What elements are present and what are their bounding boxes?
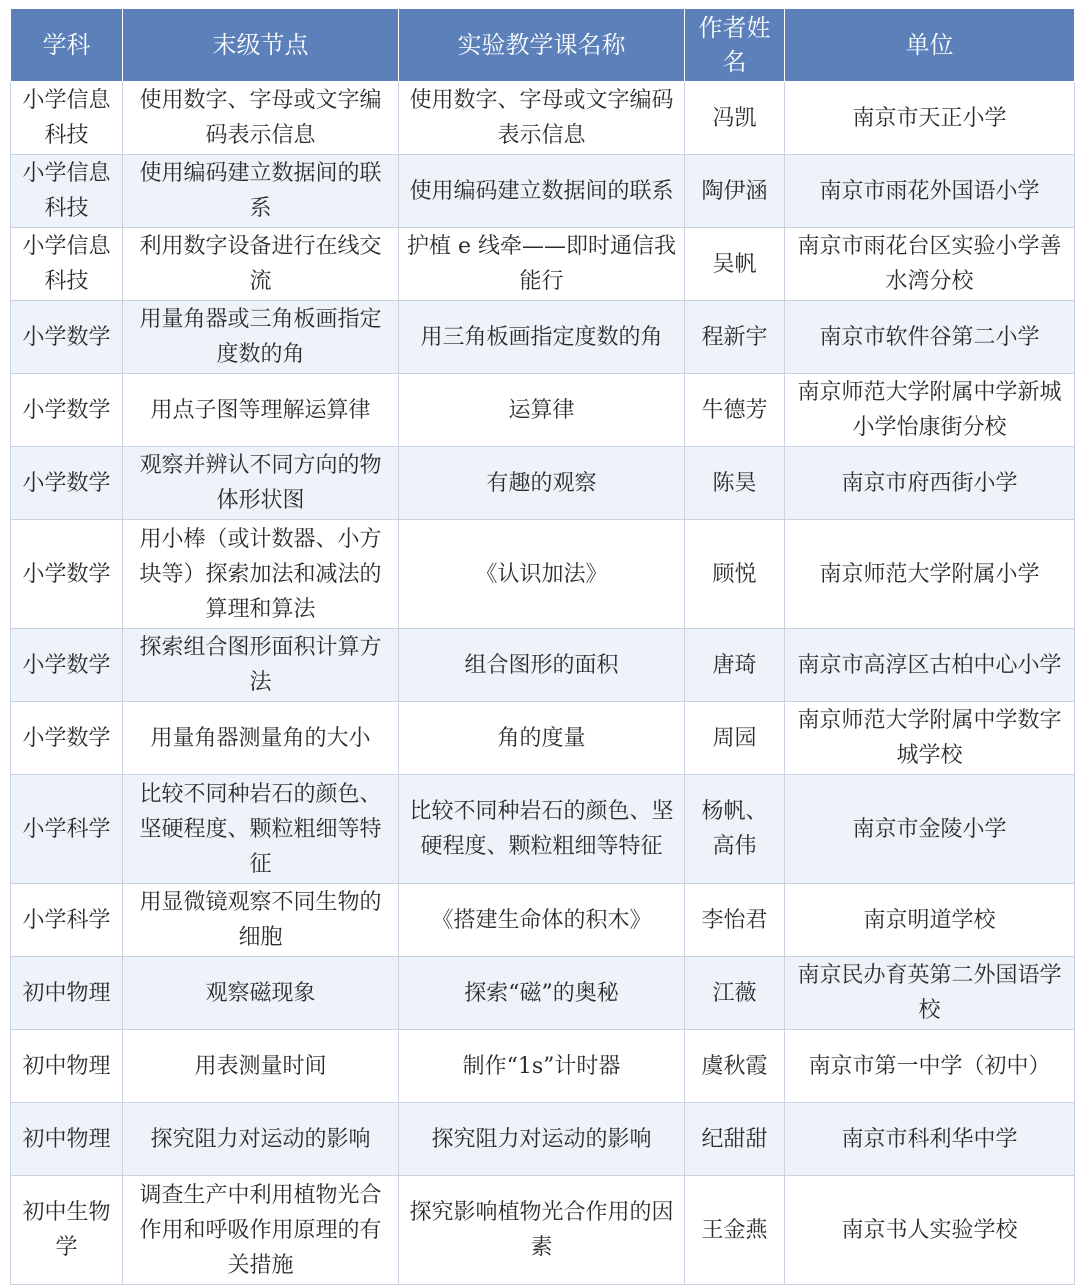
cell-unit: 南京市府西街小学 [785, 447, 1075, 520]
table-row [11, 629, 1075, 702]
cell-subject: 小学数学 [11, 447, 123, 520]
header-unit: 单位 [785, 9, 1075, 82]
table-row [11, 82, 1075, 155]
table-row [11, 1030, 1075, 1103]
cell-node: 探索组合图形面积计算方法 [123, 629, 399, 702]
table-header-row [11, 9, 1075, 82]
cell-author: 杨帆、高伟 [685, 775, 785, 884]
cell-subject: 小学科学 [11, 775, 123, 884]
cell-node: 使用编码建立数据间的联系 [123, 155, 399, 228]
cell-subject: 小学数学 [11, 374, 123, 447]
cell-unit: 南京市金陵小学 [785, 775, 1075, 884]
cell-node: 用小棒（或计数器、小方块等）探索加法和减法的算理和算法 [123, 520, 399, 629]
cell-author: 陶伊涵 [685, 155, 785, 228]
cell-author: 冯凯 [685, 82, 785, 155]
cell-node: 使用数字、字母或文字编码表示信息 [123, 82, 399, 155]
cell-author: 周园 [685, 702, 785, 775]
cell-unit: 南京书人实验学校 [785, 1176, 1075, 1285]
cell-course: 使用编码建立数据间的联系 [399, 155, 685, 228]
cell-node: 观察磁现象 [123, 957, 399, 1030]
cell-unit: 南京市雨花台区实验小学善水湾分校 [785, 228, 1075, 301]
cell-subject: 小学数学 [11, 520, 123, 629]
cell-course: 探索“磁”的奥秘 [399, 957, 685, 1030]
header-course: 实验教学课名称 [399, 9, 685, 82]
cell-author: 顾悦 [685, 520, 785, 629]
cell-subject: 初中物理 [11, 1103, 123, 1176]
cell-node: 用量角器测量角的大小 [123, 702, 399, 775]
table-row [11, 1103, 1075, 1176]
cell-course: 使用数字、字母或文字编码表示信息 [399, 82, 685, 155]
cell-node: 比较不同种岩石的颜色、坚硬程度、颗粒粗细等特征 [123, 775, 399, 884]
cell-course: 探究影响植物光合作用的因素 [399, 1176, 685, 1285]
cell-unit: 南京市雨花外国语小学 [785, 155, 1075, 228]
header-author: 作者姓名 [685, 9, 785, 82]
cell-node: 用点子图等理解运算律 [123, 374, 399, 447]
cell-course: 《认识加法》 [399, 520, 685, 629]
cell-author: 王金燕 [685, 1176, 785, 1285]
cell-course: 组合图形的面积 [399, 629, 685, 702]
cell-subject: 小学信息科技 [11, 228, 123, 301]
cell-subject: 初中物理 [11, 957, 123, 1030]
table-row [11, 957, 1075, 1030]
cell-unit: 南京市天正小学 [785, 82, 1075, 155]
cell-author: 程新宇 [685, 301, 785, 374]
cell-author: 江薇 [685, 957, 785, 1030]
cell-course: 护植 e 线牵——即时通信我能行 [399, 228, 685, 301]
cell-node: 观察并辨认不同方向的物体形状图 [123, 447, 399, 520]
cell-unit: 南京市科利华中学 [785, 1103, 1075, 1176]
table-row [11, 374, 1075, 447]
cell-node: 调查生产中利用植物光合作用和呼吸作用原理的有关措施 [123, 1176, 399, 1285]
cell-unit: 南京明道学校 [785, 884, 1075, 957]
table-row [11, 775, 1075, 884]
cell-author: 牛德芳 [685, 374, 785, 447]
header-node: 末级节点 [123, 9, 399, 82]
cell-unit: 南京师范大学附属小学 [785, 520, 1075, 629]
table-row [11, 228, 1075, 301]
course-table-container [10, 8, 1074, 1285]
cell-subject: 小学信息科技 [11, 82, 123, 155]
cell-node: 探究阻力对运动的影响 [123, 1103, 399, 1176]
cell-subject: 小学数学 [11, 629, 123, 702]
cell-unit: 南京师范大学附属中学数字城学校 [785, 702, 1075, 775]
cell-course: 用三角板画指定度数的角 [399, 301, 685, 374]
cell-unit: 南京民办育英第二外国语学校 [785, 957, 1075, 1030]
cell-unit: 南京市第一中学（初中） [785, 1030, 1075, 1103]
cell-author: 虞秋霞 [685, 1030, 785, 1103]
cell-subject: 小学数学 [11, 301, 123, 374]
table-row [11, 520, 1075, 629]
table-row [11, 447, 1075, 520]
cell-subject: 小学信息科技 [11, 155, 123, 228]
cell-subject: 初中生物学 [11, 1176, 123, 1285]
cell-author: 陈昊 [685, 447, 785, 520]
cell-author: 吴帆 [685, 228, 785, 301]
table-row [11, 301, 1075, 374]
cell-node: 利用数字设备进行在线交流 [123, 228, 399, 301]
cell-author: 李怡君 [685, 884, 785, 957]
cell-node: 用显微镜观察不同生物的细胞 [123, 884, 399, 957]
header-subject: 学科 [11, 9, 123, 82]
table-row [11, 884, 1075, 957]
cell-course: 角的度量 [399, 702, 685, 775]
cell-unit: 南京市软件谷第二小学 [785, 301, 1075, 374]
cell-author: 纪甜甜 [685, 1103, 785, 1176]
table-row [11, 702, 1075, 775]
cell-course: 有趣的观察 [399, 447, 685, 520]
cell-node: 用表测量时间 [123, 1030, 399, 1103]
cell-course: 比较不同种岩石的颜色、坚硬程度、颗粒粗细等特征 [399, 775, 685, 884]
cell-subject: 初中物理 [11, 1030, 123, 1103]
cell-subject: 小学科学 [11, 884, 123, 957]
cell-unit: 南京市高淳区古柏中心小学 [785, 629, 1075, 702]
cell-course: 探究阻力对运动的影响 [399, 1103, 685, 1176]
course-table [10, 8, 1075, 1285]
cell-unit: 南京师范大学附属中学新城小学怡康街分校 [785, 374, 1075, 447]
cell-node: 用量角器或三角板画指定度数的角 [123, 301, 399, 374]
cell-course: 《搭建生命体的积木》 [399, 884, 685, 957]
cell-course: 运算律 [399, 374, 685, 447]
table-row [11, 1176, 1075, 1285]
cell-author: 唐琦 [685, 629, 785, 702]
cell-course: 制作“1s”计时器 [399, 1030, 685, 1103]
table-row [11, 155, 1075, 228]
cell-subject: 小学数学 [11, 702, 123, 775]
